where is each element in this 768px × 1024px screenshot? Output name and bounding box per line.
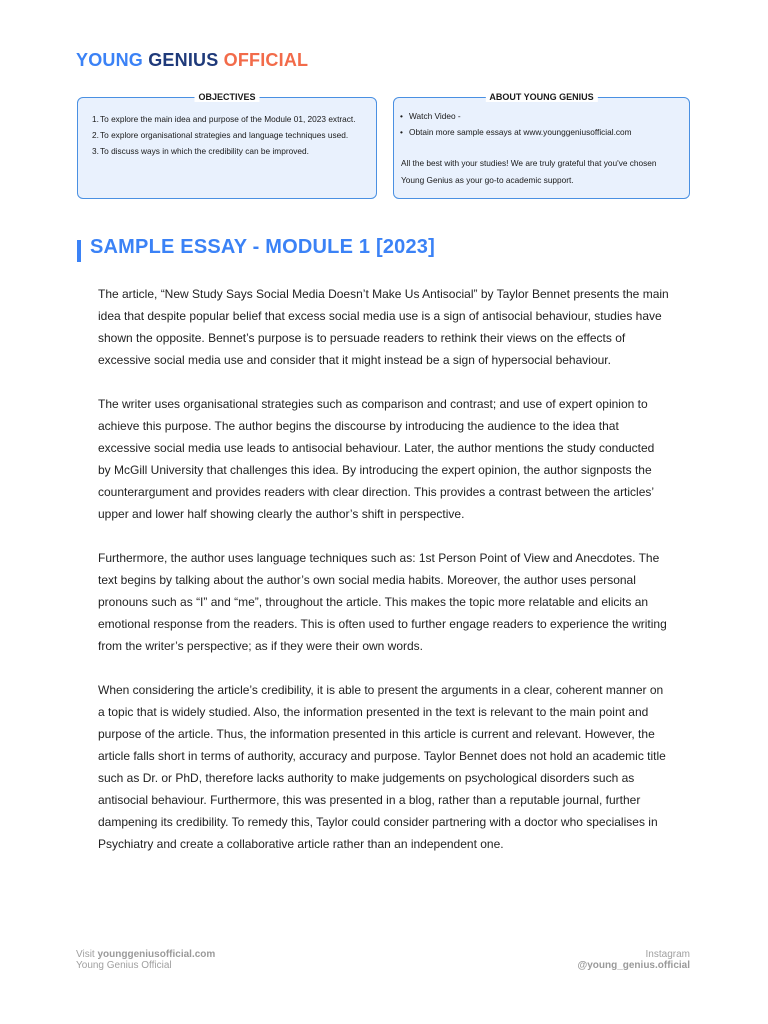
about-bullet-watch-video[interactable] xyxy=(400,108,683,124)
brand-logo xyxy=(76,50,308,71)
brand-word-young: YOUNG xyxy=(76,50,144,70)
footer-visit-prefix: Visit xyxy=(76,949,95,960)
footer-instagram-label: Instagram xyxy=(645,949,690,960)
objective-text: To explore organisational strategies and language techniques used. xyxy=(100,130,349,141)
essay-paragraph: The article, “New Study Says Social Media Doesn’t Make Us Antisocial” by Taylor Bennet presents the main idea that despite popular belief that excess social media use is a sign of antisocial behaviour, studies have shown the opposite. Bennet’s purpose is to persuade readers to rethink their views on the effects of excessive social media use and consider that it might instead be a sign of hypersocial behaviour. xyxy=(98,287,669,367)
section-accent-bar xyxy=(77,240,81,262)
section-title: SAMPLE ESSAY - MODULE 1 [2023] xyxy=(90,236,435,258)
about-box xyxy=(393,92,690,199)
bullet-icon: • xyxy=(400,111,403,121)
about-note: All the best with your studies! We are truly grateful that you've chosen Young Genius as your go-to academic support. xyxy=(401,158,657,185)
footer-left xyxy=(76,949,215,971)
footer-visit xyxy=(76,949,215,960)
about-list xyxy=(400,108,683,140)
essay-paragraph: When considering the article’s credibility, it is able to present the arguments in a clear, coherent manner on a topic that is widely studied. Also, the information presented in the text is relevant to the main point and purpose of the article. Thus, the information presented in this article is current and relevant. However, the article falls short in terms of authority, accuracy and purpose. Taylor Bennet does not hold an academic title such as Dr. or PhD, therefore lacks authority to make judgements on psychological disorders such as antisocial behaviour. Furthermore, this was presented in a blog, rather than a reputable journal, further dampening its credibility. To remedy this, Taylor could consider partnering with a doctor who specialises in Psychiatry and create a collaborative article rather than an independent one. xyxy=(98,683,666,851)
objective-item xyxy=(92,127,366,143)
about-title: ABOUT YOUNG GENIUS xyxy=(485,92,597,102)
brand-word-official: OFFICIAL xyxy=(223,50,309,70)
objective-number: 3. xyxy=(92,146,99,157)
bullet-icon: • xyxy=(400,127,403,137)
objective-number: 2. xyxy=(92,130,99,141)
essay-body xyxy=(98,283,670,877)
objective-item xyxy=(92,143,366,159)
objective-item xyxy=(92,111,366,127)
about-bullet-text: Watch Video - xyxy=(409,111,461,121)
footer-instagram-handle[interactable]: @young_genius.official xyxy=(577,960,690,971)
about-bullet-text: Obtain more sample essays at www.younggeniusofficial.com xyxy=(409,127,632,137)
objective-text: To discuss ways in which the credibility can be improved. xyxy=(100,146,309,157)
objectives-box xyxy=(77,92,377,199)
objectives-list xyxy=(92,111,366,160)
objective-number: 1. xyxy=(92,114,99,124)
footer-brand-name: Young Genius Official xyxy=(76,960,172,971)
footer-right xyxy=(577,949,690,971)
about-bullet-sample-essays[interactable] xyxy=(400,124,683,140)
footer-visit-link[interactable]: younggeniusofficial.com xyxy=(97,949,216,960)
essay-paragraph: Furthermore, the author uses language techniques such as: 1st Person Point of View and Anecdotes. The text begins by talking about the author’s own social media habits. Moreover, the author uses personal pronouns such as “I” and “me”, throughout the article. This makes the topic more relatable and elicits an emotional response from the readers. This is often used to further engage readers to experience the writing from the writer’s perspective; as if they were their own words. xyxy=(98,551,667,653)
essay-paragraph: The writer uses organisational strategies such as comparison and contrast; and use of expert opinion to achieve this purpose. The author begins the discourse by introducing the audience to the idea that excessive social media use leads to antisocial behaviour. Later, the author mentions the study conducted by McGill University that challenges this idea. By introducing the expert opinion, the author signposts the counterargument and provides readers with clear direction. This provides a contrast between the articles’ upper and lower half showing clearly the author’s shift in perspective. xyxy=(98,397,655,521)
objectives-title: OBJECTIVES xyxy=(194,92,259,102)
brand-word-genius: GENIUS xyxy=(148,50,219,70)
objective-text: To explore the main idea and purpose of the Module 01, 2023 extract. xyxy=(100,114,356,124)
